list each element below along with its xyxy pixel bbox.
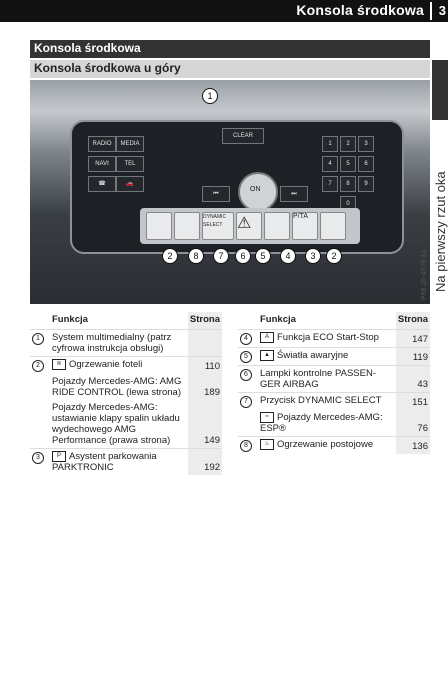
row-page: 192 (188, 449, 222, 476)
row-text: Przycisk DYNAMIC SELECT (258, 393, 396, 411)
row-number: 8 (240, 440, 252, 452)
row-page: 43 (396, 366, 430, 393)
lower-button-strip (140, 208, 360, 244)
hazard-button: ⚠ (236, 212, 262, 240)
next-button: ⏭ (280, 186, 308, 202)
key-9: 9 (358, 176, 374, 192)
row-number: 3 (32, 452, 44, 464)
callout-4: 4 (280, 248, 296, 264)
side-tab-marker (432, 60, 448, 120)
row-number: 6 (240, 369, 252, 381)
row-number: 7 (240, 396, 252, 408)
seat-heat-right-button (320, 212, 346, 240)
key-5: 5 (340, 156, 356, 172)
subsection-heading (30, 60, 430, 78)
header-spacer (238, 312, 258, 330)
section-title: Konsola środkowa (34, 41, 141, 55)
table-row (238, 366, 430, 393)
radio-button: RADIO (88, 136, 116, 152)
table-row (30, 449, 222, 476)
col-function: Funkcja (260, 314, 296, 325)
key-6: 6 (358, 156, 374, 172)
row-page: 110 (188, 357, 222, 375)
table-row (30, 374, 222, 400)
page-number: 3 (438, 3, 446, 18)
parking-heater-icon: ♨ (260, 439, 274, 450)
table-row (238, 437, 430, 455)
dynamic-select-button: DYNAMIC SELECT (202, 212, 234, 240)
seat-heat-icon: ≋ (52, 359, 66, 370)
key-4: 4 (322, 156, 338, 172)
row-page: 119 (396, 348, 430, 366)
section-heading (30, 40, 430, 58)
row-page: 147 (396, 330, 430, 348)
key-7: 7 (322, 176, 338, 192)
row-text: Lampki kontrolne PASSEN-GER AIRBAG (258, 366, 396, 393)
callout-2-right: 2 (326, 248, 342, 264)
key-8: 8 (340, 176, 356, 192)
key-0: 0 (340, 196, 356, 212)
esp-icon: ≈ (260, 412, 274, 423)
eco-start-stop-icon: A (260, 332, 274, 343)
row-text: Światła awaryjne (277, 350, 349, 362)
center-console-photo (30, 80, 430, 304)
row-text: Pojazdy Mercedes-AMG: AMG RIDE CONTROL (lewa strona) (52, 376, 182, 398)
hazard-icon: ▲ (260, 350, 274, 361)
parking-heater-button (174, 212, 200, 240)
row-page: 76 (396, 410, 430, 437)
on-label: ON (250, 186, 261, 193)
row-number: 5 (240, 351, 252, 363)
image-code: P68.20-4978-31 (421, 249, 428, 300)
page-header (0, 0, 448, 22)
row-page: 189 (188, 374, 222, 400)
clear-button: CLEAR (222, 128, 264, 144)
col-page: Strona (396, 312, 430, 330)
key-2: 2 (340, 136, 356, 152)
row-text: Pojazdy Mercedes-AMG: ustawianie klapy spalin układu wydechowego AMG Performance (prawa strona) (52, 402, 180, 446)
callout-3: 3 (305, 248, 321, 264)
callout-5: 5 (255, 248, 271, 264)
volume-knob (238, 172, 278, 212)
media-button: MEDIA (116, 136, 144, 152)
row-page: 149 (188, 400, 222, 449)
eco-button (264, 212, 290, 240)
table-row (30, 330, 222, 357)
key-1: 1 (322, 136, 338, 152)
pta-button: P/TA (292, 212, 318, 240)
parktronic-icon: P (52, 451, 66, 462)
callout-2-left: 2 (162, 248, 178, 264)
callout-7: 7 (213, 248, 229, 264)
tel-button: TEL (116, 156, 144, 172)
row-text: Ogrzewanie foteli (69, 359, 143, 371)
row-number: 4 (240, 333, 252, 345)
row-page: 151 (396, 393, 430, 411)
header-spacer (30, 312, 50, 330)
row-text: System multimedialny (patrz cyfrowa instrukcja obsługi) (50, 330, 188, 357)
navi-button: NAVI (88, 156, 116, 172)
row-number: 1 (32, 333, 44, 345)
callout-8: 8 (188, 248, 204, 264)
subsection-title: Konsola środkowa u góry (34, 61, 181, 75)
function-table-left (30, 312, 222, 475)
seat-heat-left-button (146, 212, 172, 240)
table-row (30, 357, 222, 375)
side-tab-label: Na pierwszy rzut oka (433, 171, 448, 292)
row-text: Funkcja ECO Start-Stop (277, 332, 379, 344)
row-page (188, 330, 222, 357)
row-page: 136 (396, 437, 430, 455)
header-title: Konsola środkowa (296, 2, 424, 18)
key-3: 3 (358, 136, 374, 152)
table-row (238, 330, 430, 348)
col-page: Strona (188, 312, 222, 330)
function-table-right (238, 312, 430, 454)
table-row (238, 393, 430, 411)
row-number: 2 (32, 360, 44, 372)
row-text: Pojazdy Mercedes-AMG: ESP® (260, 412, 383, 435)
table-row (30, 400, 222, 449)
col-function: Funkcja (52, 314, 88, 325)
table-row (238, 410, 430, 437)
callout-1: 1 (202, 88, 218, 104)
header-divider (430, 2, 432, 20)
phone-button: ☎ (88, 176, 116, 192)
row-text: Ogrzewanie postojowe (277, 439, 374, 451)
table-row (238, 348, 430, 366)
prev-button: ⏮ (202, 186, 230, 202)
row-text: Asystent parkowania PARKTRONIC (52, 451, 157, 474)
car-button: 🚗 (116, 176, 144, 192)
callout-6: 6 (235, 248, 251, 264)
